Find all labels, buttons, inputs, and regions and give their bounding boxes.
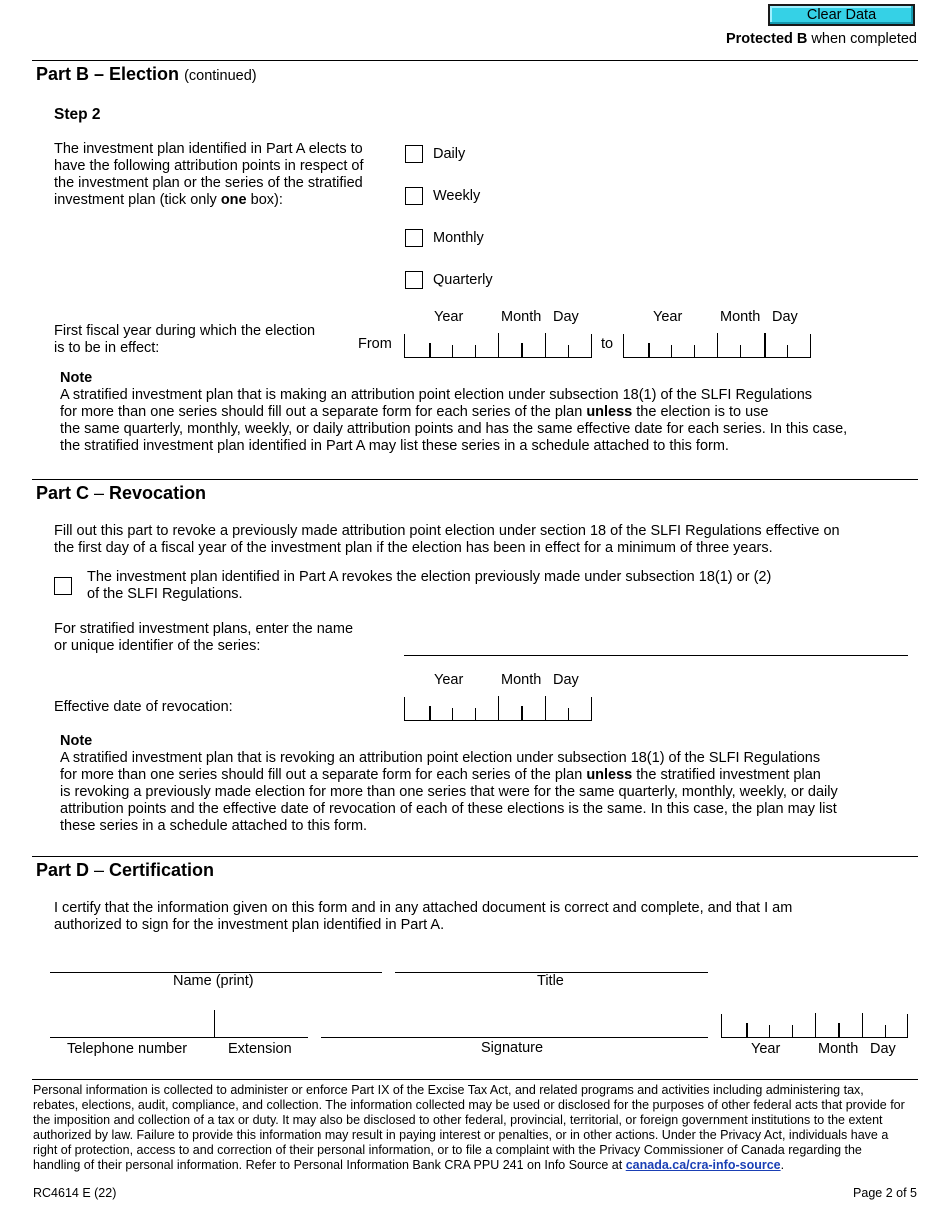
cert-month-label: Month (818, 1041, 859, 1057)
privacy-line: Personal information is collected to administer or enforce Part IX of the Excise Tax Act, and related programs and activities including administering tax, (33, 1083, 864, 1097)
part-b-note (60, 387, 847, 455)
privacy-line: the imposition and collection of a tax or duty. It may also be disclosed to other federal, provincial, territorial, or foreign government institutions to the extent (33, 1113, 883, 1127)
part-c-intro (54, 523, 840, 557)
note-line: is revoking a previously made election for more than one series that were for the same quarterly, monthly, weekly, or daily (60, 784, 838, 800)
protected-b-bold: Protected B (725, 31, 808, 47)
from-day-header: Day (553, 309, 579, 325)
divider (32, 1079, 918, 1080)
fiscal-year-label (54, 323, 315, 357)
revoke-checkbox[interactable] (54, 577, 72, 595)
page-number: Page 2 of 5 (853, 1186, 917, 1200)
tick (452, 708, 453, 720)
checkbox-line: The investment plan identified in Part A revokes the election previously made under subsection 18(1) or (2) (87, 569, 772, 585)
to-date-field[interactable] (623, 334, 811, 358)
fiscal-line: is to be in effect: (54, 340, 160, 356)
part-b-note-title: Note (60, 370, 93, 386)
privacy-line: right of protection, access to and correction of their personal information, or to file a complaint with the Privacy Commissioner of Canada regarding the (33, 1143, 862, 1157)
monthly-label: Monthly (433, 230, 484, 246)
revocation-month-header: Month (501, 672, 542, 688)
revoke-checkbox-label (87, 569, 771, 603)
divider (32, 60, 918, 61)
fiscal-line: First fiscal year during which the election (54, 323, 316, 339)
tick (475, 345, 476, 357)
part-c-title: Part C – Revocation (36, 483, 207, 503)
tick (429, 706, 431, 720)
from-label: From (358, 336, 392, 352)
tick (694, 345, 695, 357)
intro-line: the investment plan or the series of the stratified (54, 175, 363, 191)
part-b-title-text: Part B – Election (36, 64, 180, 84)
cert-line: I certify that the information given on this form and in any attached document is correct and complete, and that I am (54, 900, 793, 916)
series-line: or unique identifier of the series: (54, 638, 261, 654)
series-label (54, 621, 353, 655)
tick (885, 1025, 886, 1037)
note-line: for more than one series should fill out a separate form for each series of the plan unless the election is to use (60, 404, 769, 420)
telephone-label: Telephone number (67, 1041, 188, 1057)
intro-line: The investment plan identified in Part A elects to (54, 141, 363, 157)
tick (475, 708, 476, 720)
revocation-year-header: Year (434, 672, 464, 688)
to-month-header: Month (720, 309, 761, 325)
tick (671, 345, 672, 357)
revocation-date-field[interactable] (404, 697, 592, 721)
tick (862, 1013, 863, 1037)
protected-b-rest: when completed (807, 31, 917, 47)
tick (746, 1023, 748, 1037)
quarterly-label: Quarterly (433, 272, 493, 288)
daily-checkbox[interactable] (405, 145, 423, 163)
title-label: Title (537, 973, 564, 989)
tick (521, 706, 523, 720)
divider (32, 856, 918, 857)
privacy-line: authorized by law. Failure to provide this information may result in paying interest or penalties, or in other actions. Under the Privacy Act, individuals have a (33, 1128, 889, 1142)
quarterly-checkbox[interactable] (405, 271, 423, 289)
weekly-checkbox[interactable] (405, 187, 423, 205)
tick (568, 345, 569, 357)
part-b-title (36, 64, 257, 85)
to-day-header: Day (772, 309, 798, 325)
daily-label: Daily (433, 146, 466, 162)
tick (452, 345, 453, 357)
extension-divider (214, 1010, 215, 1038)
privacy-line: rebates, elections, audit, compliance, and collection. The information collected may be used or disclosed for the purposes of other federal acts that provide for (33, 1098, 905, 1112)
tick (648, 343, 650, 357)
tick (769, 1025, 770, 1037)
effective-date-label: Effective date of revocation: (54, 699, 233, 715)
tick (717, 333, 718, 357)
checkbox-line: of the SLFI Regulations. (87, 586, 243, 602)
series-line: For stratified investment plans, enter the name (54, 621, 354, 637)
certification-date-field[interactable] (721, 1014, 908, 1038)
tick (792, 1025, 793, 1037)
to-label: to (601, 336, 614, 352)
name-label: Name (print) (173, 973, 254, 989)
telephone-input[interactable] (50, 1037, 214, 1038)
tick (545, 333, 546, 357)
protected-b-label (726, 31, 917, 47)
intro-line: the first day of a fiscal year of the investment plan if the election has been in effect for a minimum of three years. (54, 540, 773, 556)
cert-line: authorized to sign for the investment plan identified in Part A. (54, 917, 445, 933)
tick (429, 343, 431, 357)
signature-input[interactable] (321, 1037, 708, 1038)
certification-text (54, 900, 792, 934)
from-year-header: Year (434, 309, 464, 325)
step-2-heading: Step 2 (54, 106, 101, 123)
extension-input[interactable] (214, 1037, 308, 1038)
part-d-title: Part D – Certification (36, 860, 215, 880)
clear-data-button[interactable]: Clear Data (768, 4, 915, 26)
note-line: the same quarterly, monthly, weekly, or daily attribution points and has the same effective date for each series. In this case, (60, 421, 848, 437)
revocation-day-header: Day (553, 672, 579, 688)
from-date-field[interactable] (404, 334, 592, 358)
tick (838, 1023, 840, 1037)
series-name-input[interactable] (404, 655, 908, 656)
tick (815, 1013, 816, 1037)
tick (498, 333, 499, 357)
tick (740, 345, 741, 357)
tick (498, 696, 499, 720)
extension-label: Extension (228, 1041, 292, 1057)
tick (545, 696, 546, 720)
note-line: A stratified investment plan that is revoking an attribution point election under subsection 18(1) of the SLFI Regulations (60, 750, 821, 766)
tick (521, 343, 523, 357)
info-source-link[interactable]: canada.ca/cra-info-source (625, 1158, 781, 1172)
to-year-header: Year (653, 309, 683, 325)
intro-line: have the following attribution points in respect of (54, 158, 364, 174)
cert-day-label: Day (870, 1041, 896, 1057)
part-c-note (60, 750, 838, 835)
note-line: the stratified investment plan identified in Part A may list these series in a schedule attached to this form. (60, 438, 729, 454)
intro-line: Fill out this part to revoke a previously made attribution point election under section 18 of the SLFI Regulations effective on (54, 523, 840, 539)
note-line: for more than one series should fill out a separate form for each series of the plan unless the stratified investment plan (60, 767, 821, 783)
weekly-label: Weekly (433, 188, 481, 204)
tick (787, 345, 788, 357)
note-line: these series in a schedule attached to this form. (60, 818, 368, 834)
privacy-line: handling of their personal information. Refer to Personal Information Bank CRA PPU 241 on Info Source at canada.ca/cra-info-source. (33, 1158, 785, 1172)
cert-year-label: Year (751, 1041, 781, 1057)
part-b-continued: (continued) (184, 68, 257, 84)
signature-label: Signature (481, 1040, 544, 1056)
monthly-checkbox[interactable] (405, 229, 423, 247)
privacy-notice (33, 1083, 905, 1173)
form-id: RC4614 E (22) (33, 1186, 117, 1200)
note-line: attribution points and the effective date of revocation of each of these elections is the same. In this case, the plan may list (60, 801, 837, 817)
divider (32, 479, 918, 480)
note-line: A stratified investment plan that is making an attribution point election under subsection 18(1) of the SLFI Regulations (60, 387, 813, 403)
from-month-header: Month (501, 309, 542, 325)
part-c-note-title: Note (60, 733, 93, 749)
intro-line: investment plan (tick only one box): (54, 192, 283, 208)
tick (764, 333, 766, 357)
tick (568, 708, 569, 720)
part-b-intro (54, 141, 364, 209)
